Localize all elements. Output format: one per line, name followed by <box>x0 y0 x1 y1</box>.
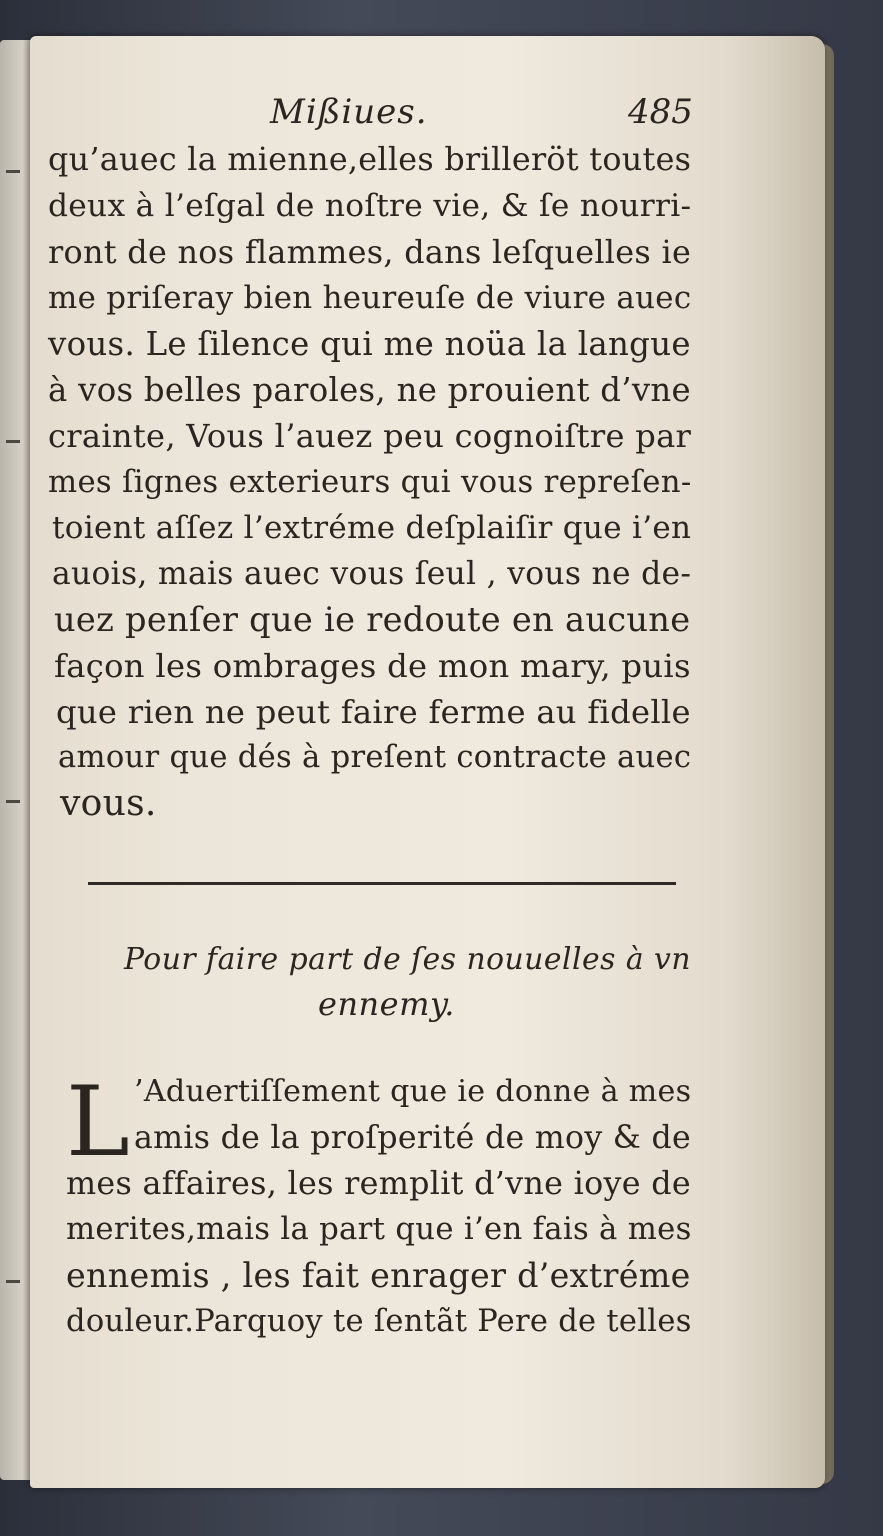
body-line: douleur.Parquoy te ſentãt Pere de telles <box>66 1304 692 1339</box>
body-line: ’Aduertiſſement que ie donne à mes <box>134 1074 692 1109</box>
body-line: mes ſignes exterieurs qui vous repreſen- <box>48 464 692 500</box>
body-line: ront de nos flammes, dans leſquelles ie <box>48 233 692 271</box>
facing-page-mark <box>6 440 20 443</box>
body-line: deux à l’eſgal de noſtre vie, & ſe nourri- <box>48 188 692 224</box>
facing-page-mark <box>6 800 20 803</box>
section-rule <box>88 882 676 885</box>
body-line: ennemis , les fait enrager d’extréme <box>66 1256 691 1295</box>
body-line: vous. Le ſilence qui me noüa la langue <box>48 325 691 363</box>
drop-cap: L <box>66 1066 130 1178</box>
body-line: toient aſſez l’extréme deſplaiſir que i’en <box>52 510 692 546</box>
running-head <box>30 92 825 136</box>
body-line: amis de la proſperité de moy & de <box>134 1120 691 1156</box>
body-line: amour que dés à preſent contracte auec <box>58 740 692 775</box>
body-line: crainte, Vous l’auez peu cognoiſtre par <box>48 417 692 455</box>
facing-page-mark <box>6 170 20 173</box>
running-head-title: Mißiues. <box>270 92 428 132</box>
body-line: qu’auec la mienne,elles brilleröt toutes <box>48 142 692 178</box>
body-line: auois, mais auec vous ſeul , vous ne de- <box>52 556 692 592</box>
body-line: mes affaires, les remplit d’vne ioye de <box>66 1166 692 1202</box>
body-line: façon les ombrages de mon mary, puis <box>54 647 691 685</box>
page-number: 485 <box>628 92 693 132</box>
facing-page-mark <box>6 1280 20 1283</box>
section-heading-line: ennemy. <box>318 985 455 1023</box>
body-line: me priſeray bien heureuſe de viure auec <box>48 280 692 316</box>
body-line: uez penſer que ie redoute en aucune <box>54 600 691 639</box>
body-line: merites,mais la part que i’en fais à mes <box>66 1212 692 1247</box>
body-line: vous. <box>60 783 157 824</box>
body-line: que rien ne peut faire ferme au fidelle <box>56 693 691 731</box>
body-line: à vos belles paroles, ne prouient d’vne <box>48 371 691 409</box>
section-heading-line: Pour faire part de ſes nouuelles à vn <box>124 942 691 977</box>
